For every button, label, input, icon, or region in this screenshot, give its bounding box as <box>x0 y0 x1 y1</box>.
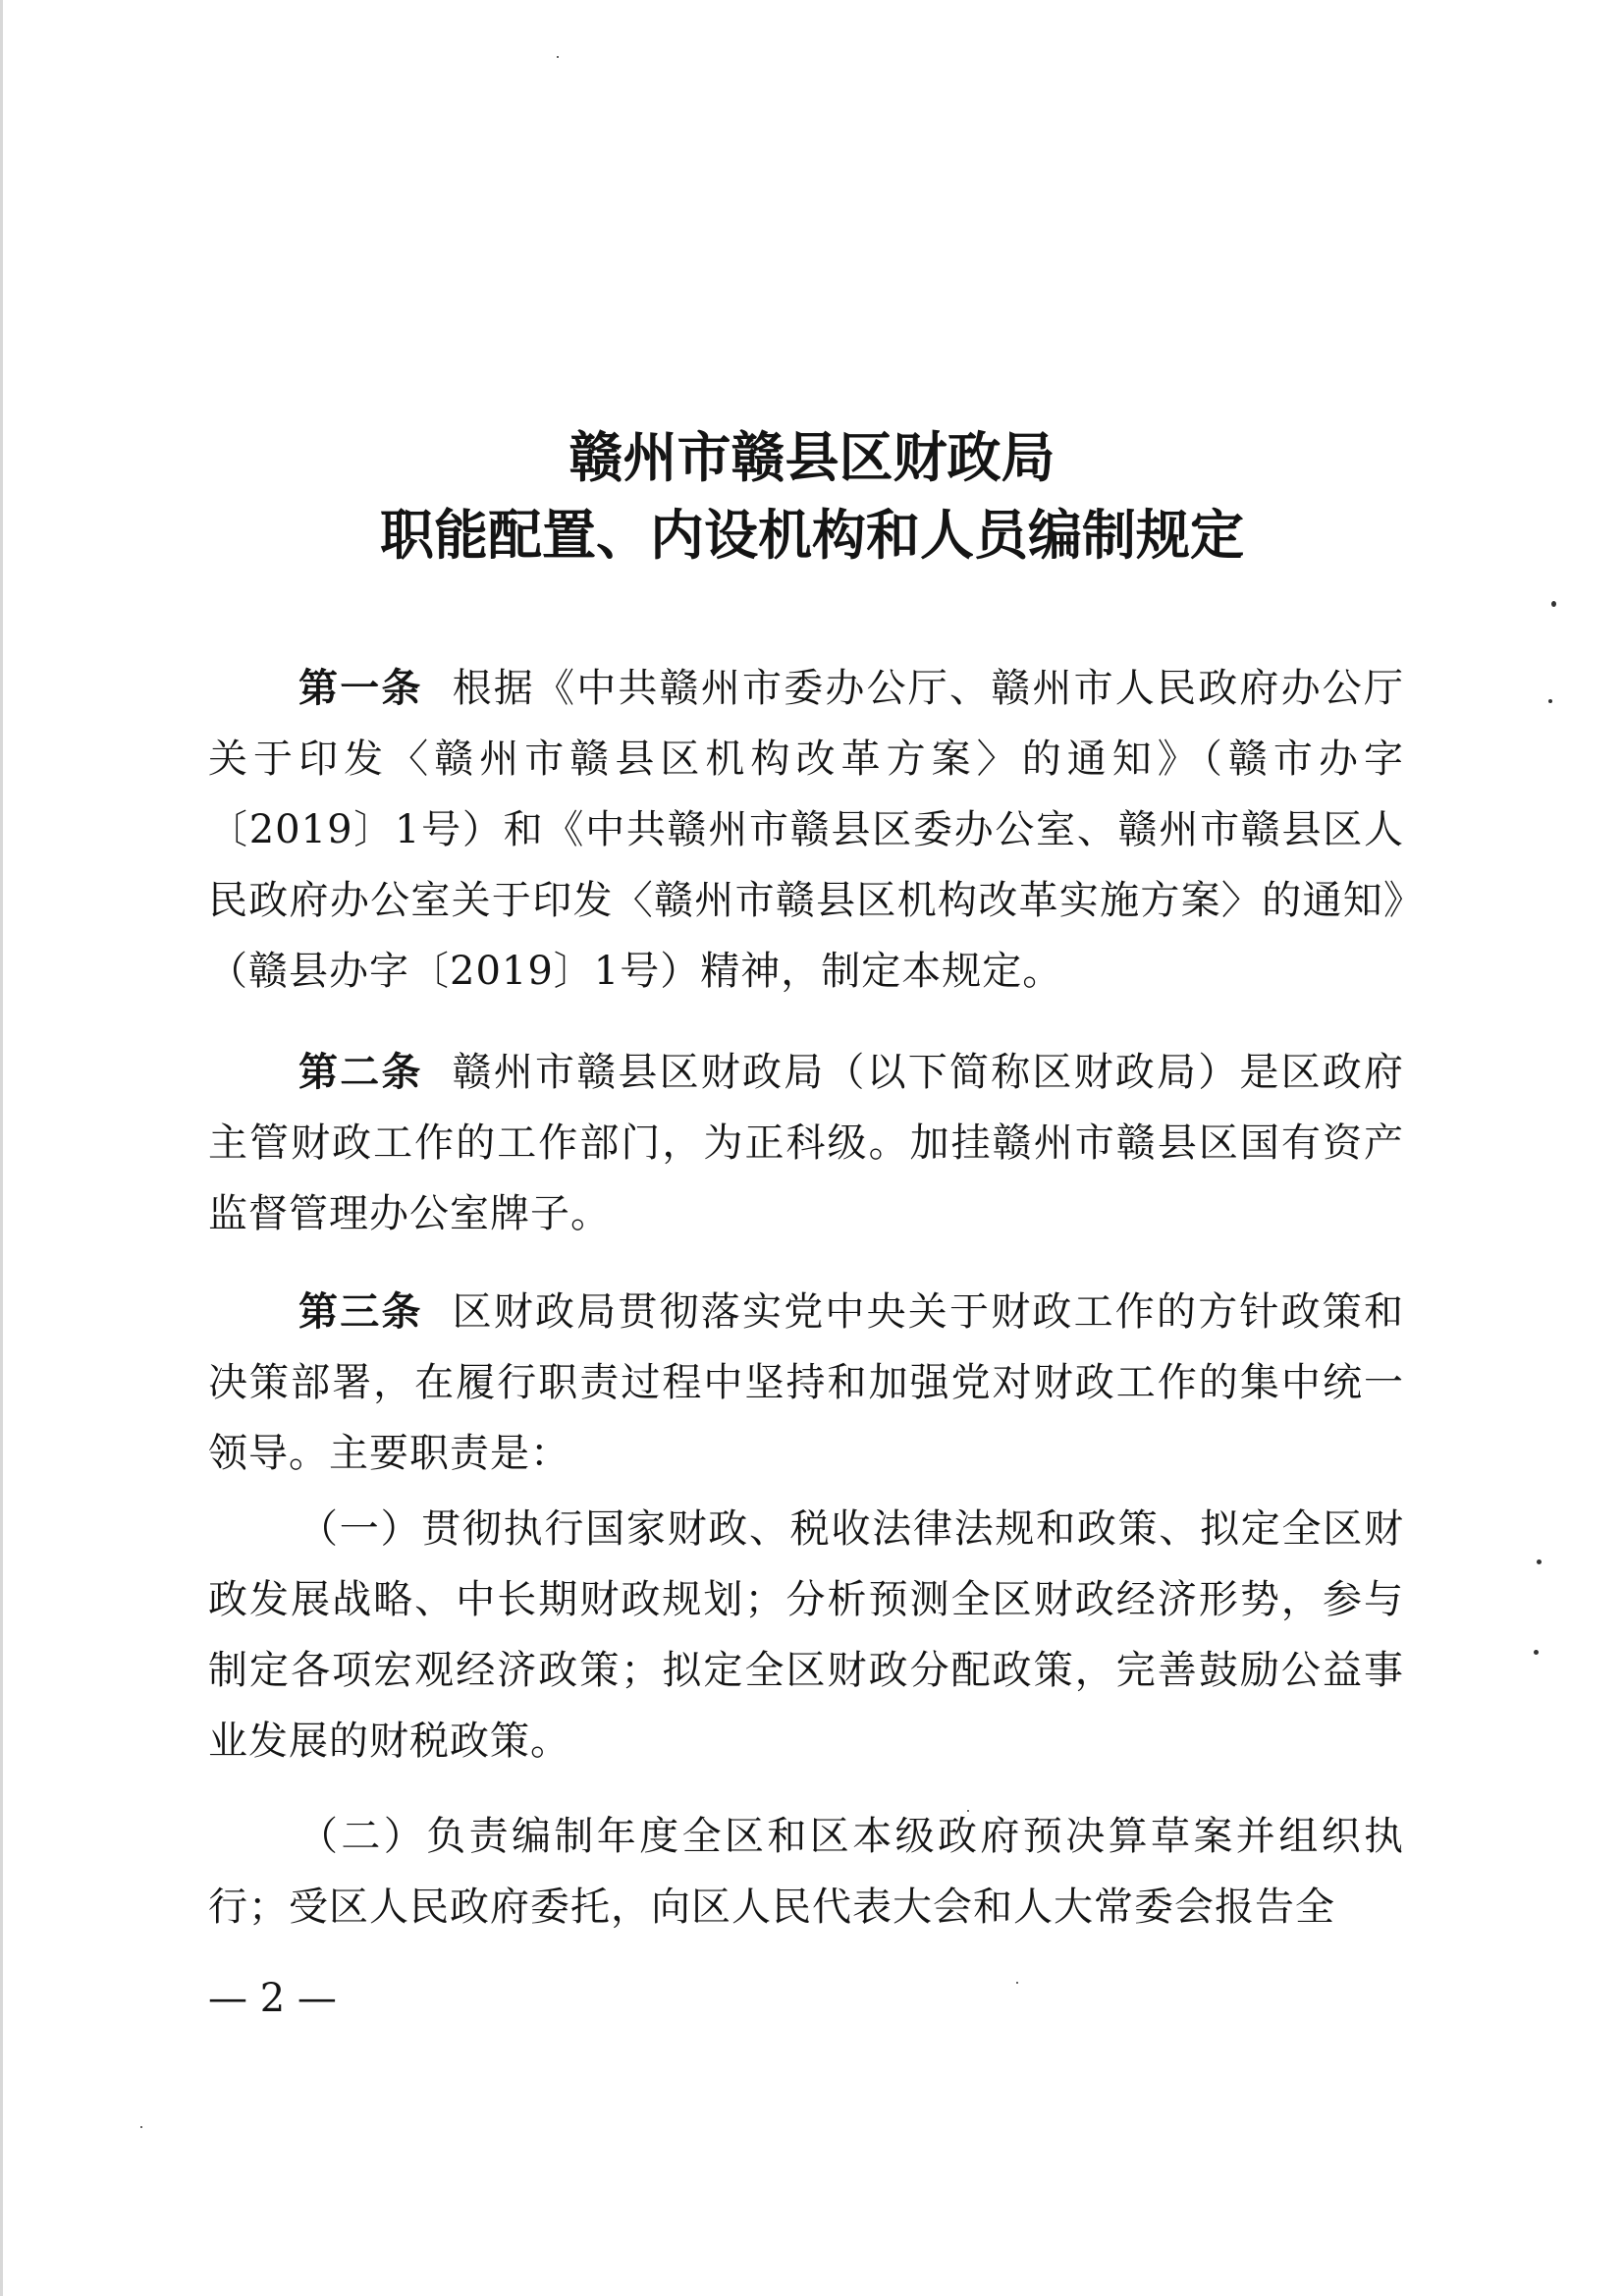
article-text: 根据《中共赣州市委办公厅、赣州市人民政府办公厅关于印发〈赣州市赣县区机构改革方案〉的通知》（赣市办字〔2019〕1号）和《中共赣州市赣县区委办公室、赣州市赣县区人民政府办公室关于印发〈赣州市赣县区机构改革实施方案〉的通知》（赣县办字〔2019〕1号）精神，制定本规定。 <box>208 666 1405 994</box>
scan-speck <box>557 56 559 58</box>
page-number: — 2 — <box>208 1976 337 2021</box>
article-label: 第一条 <box>298 666 423 711</box>
scan-edge-shadow <box>0 0 3 2296</box>
document-title-line-2: 职能配置、内设机构和人员编制规定 <box>379 503 1244 567</box>
duty-item-2: （二）负责编制年度全区和区本级政府预决算草案并组织执行；受区人民政府委托，向区人民代表大会和人大常委会报告全 <box>208 1814 1404 1930</box>
article-text: 区财政局贯彻落实党中央关于财政工作的方针政策和决策部署，在履行职责过程中坚持和加强党对财政工作的集中统一领导。主要职责是： <box>208 1289 1405 1476</box>
scan-speck <box>140 2126 142 2128</box>
document-title-line-1: 赣州市赣县区财政局 <box>568 425 1056 489</box>
article-2 <box>208 1037 1404 1249</box>
scan-speck <box>1548 699 1552 703</box>
scan-speck <box>1534 1650 1539 1655</box>
scan-speck <box>1016 1982 1018 1984</box>
duty-item-1: （一）贯彻执行国家财政、税收法律法规和政策、拟定全区财政发展战略、中长期财政规划；分析预测全区财政经济形势，参与制定各项宏观经济政策；拟定全区财政分配政策，完善鼓励公益事业发展的财税政策。 <box>208 1506 1404 1764</box>
article-1 <box>208 653 1404 1007</box>
scan-speck <box>967 1810 969 1812</box>
article-3 <box>208 1277 1404 1489</box>
article-label: 第三条 <box>298 1289 423 1335</box>
scan-speck <box>1537 1559 1542 1564</box>
article-label: 第二条 <box>298 1050 423 1095</box>
scan-speck <box>1551 601 1556 607</box>
article-text: 赣州市赣县区财政局（以下简称区财政局）是区政府主管财政工作的工作部门，为正科级。加挂赣州市赣县区国有资产监督管理办公室牌子。 <box>208 1050 1405 1236</box>
